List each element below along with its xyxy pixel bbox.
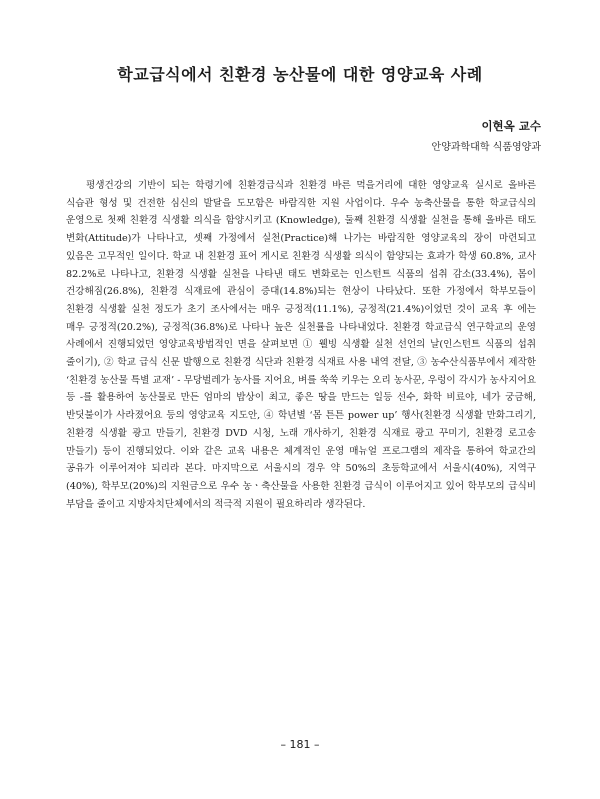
page-number: – 181 – [280,738,320,751]
document-title: 학교급식에서 친환경 농산물에 대한 영양교육 사례 [117,65,483,84]
author-affiliation: 안양과학대학 식품영양과 [431,142,541,153]
body-paragraph: 평생건강의 기반이 되는 학령기에 친환경급식과 친환경 바른 먹을거리에 대한 영양교육 실시로 올바른 식습관 형성 및 건전한 심신의 발달을 도모함은 바람직한 지원 사업이다. 우수 농축산물을 통한 학교급식의 운영으로 첫째 친환경 식생활 의식을 함양시키고 (Knowledge), 둘째 친환경 식생활 실천을 통해 올바른 태도 변화(Attitude)가 나타나고, 셋째 가정에서 실천(Practice)해 나가는 바람직한 영양교육의 장이 마련되고 있음은 고무적인 일이다. 학교 내 친환경 표어 게시로 친환경 식생활 의식이 함양되는 효과가 학생 60.8%, 교사 82.2%로 나타나고, 친환경 식생활 실천을 나타낸 태도 변화로는 인스턴트 식품의 섭취 감소(33.4%), 몸이 건강해짐(26.8%), 친환경 식재료에 관심이 증대(14.8%)되는 현상이 나타났다. 또한 가정에서 학부모들이 친환경 식생활 실천 정도가 초기 조사에서는 매우 긍정적(11.1%), 긍정적(21.4%)이었던 것이 교육 후 에는 매우 긍정적(20.2%), 긍정적(36.8%)로 나타나 높은 실천률을 나타내었다. 친환경 학교급식 연구학교의 운영 사례에서 진행되었던 영양교육방법적인 면을 살펴보면 ① 웰빙 식생활 실천 선언의 날(인스턴트 식품의 섭취 줄이기), ② 학교 급식 신문 발행으로 친환경 식단과 친환경 식재료 사용 내역 전달, ③ 농수산식품부에서 제작한 ‘친환경 농산물 특별 교재’ - 무당벌레가 농사를 지어요, 벼를 쑥쑥 키우는 오리 농사꾼, 우렁이 각시가 농사지어요 등 -를 활용하여 농산물로 만든 엄마의 밥상이 최고, 좋은 땅을 만드는 일등 선수, 화학 비료야, 네가 궁금해, 반딧불이가 사라졌어요 등의 영양교육 지도안, ④ 학년별 ‘몸 튼튼 power up’ 행사(친환경 식생활 만화그리기, 친환경 식생활 광고 만들기, 친환경 DVD 시청, 노래 개사하기, 친환경 식재료 광고 꾸미기, 친환경 로고송 만들기) 등이 진행되었다. 이와 같은 교육 내용은 체계적인 운영 매뉴얼 프로그램의 제작을 통하여 학교간의 공유가 이루어져야 되리라 본다. 마지막으로 서울시의 경우 약 50%의 초등학교에서 서울시(40%), 지역구(40%), 학부모(20%)의 지원금으로 우수 농ㆍ축산물을 사용한 친환경 급식이 이루어지고 있어 학부모의 급식비 부담을 줄이고 지방자치단체에서의 적극적 지원이 필요하리라 생각된다. [66,180,536,510]
author-name: 이현옥 교수 [481,119,541,133]
